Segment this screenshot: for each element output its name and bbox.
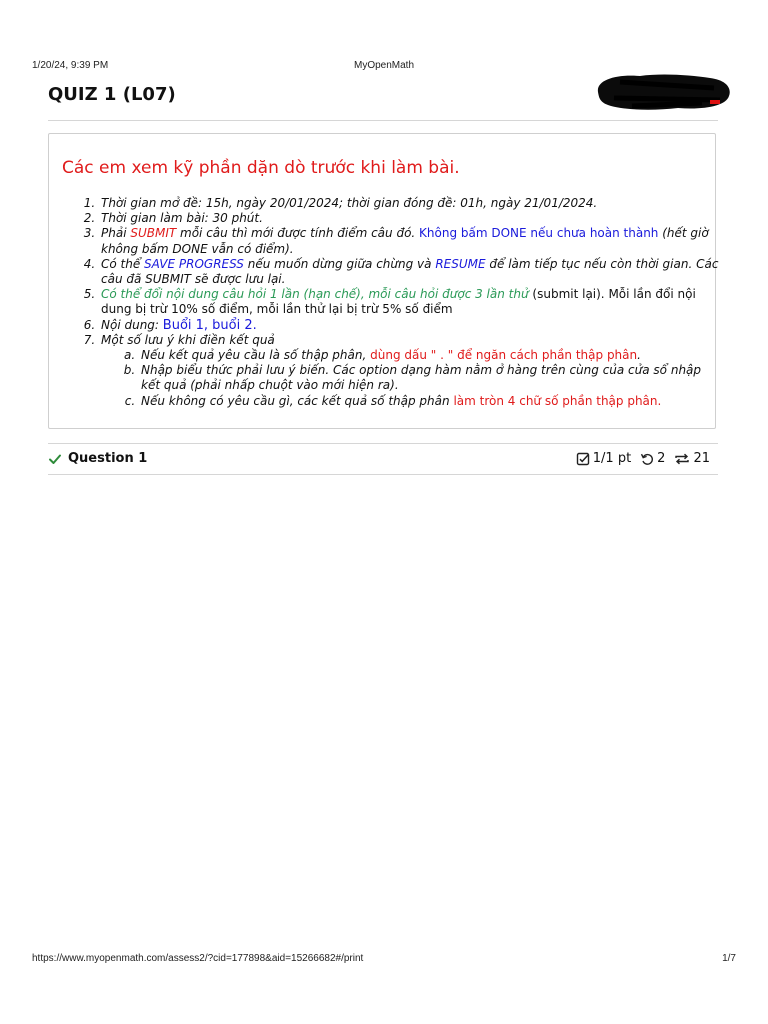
score-indicator (576, 451, 631, 466)
print-footer (0, 953, 768, 967)
retries-value: 2 (657, 451, 666, 466)
print-datetime: 1/20/24, 9:39 PM (32, 60, 109, 71)
regens-value: 21 (693, 451, 710, 466)
rule-item-5: 5. Có thể đổi nội dung câu hỏi 1 lần (hạn chế), mỗi câu hỏi được 3 lần thử (submit lại). Mỗi lần đổi nội dung bị trừ 10% số điểm, mỗi lần thử lại bị trừ 5% số điểm (99, 287, 723, 317)
rule-item-4: 4. Có thể SAVE PROGRESS nếu muốn dừng giữa chừng và RESUME để làm tiếp tục nếu còn thời gian. Các câu đã SUBMIT sẽ được lưu lại. (99, 257, 723, 287)
divider (48, 474, 718, 475)
instructions-list (81, 196, 723, 409)
question-stats (567, 451, 710, 466)
rule-item-3: 3. Phải SUBMIT mỗi câu thì mới được tính điểm câu đó. Không bấm DONE nếu chưa hoàn thành (hết giờ không bấm DONE vẫn có điểm). (99, 226, 723, 256)
question-row[interactable] (48, 444, 718, 474)
undo-icon (640, 452, 654, 466)
note-item-a: a. Nếu kết quả yêu cầu là số thập phân, dùng dấu " . " để ngăn cách phần thập phân. (139, 348, 723, 363)
note-item-c: c. Nếu không có yêu cầu gì, các kết quả số thập phân làm tròn 4 chữ số phần thập phân. (139, 394, 723, 409)
divider (48, 120, 718, 121)
question-label[interactable]: Question 1 (68, 451, 148, 466)
print-url: https://www.myopenmath.com/assess2/?cid=177898&aid=15266682#/print (32, 953, 364, 964)
checkbox-icon (576, 452, 590, 466)
rule-item-2: 2. Thời gian làm bài: 30 phút. (99, 211, 723, 226)
rule-item-6: 6. Nội dung: Buổi 1, buổi 2. (99, 318, 723, 333)
redaction-mark (592, 70, 732, 112)
instructions-panel (48, 133, 719, 429)
page-number: 1/7 (722, 953, 736, 964)
rule-item-7: 7. Một số lưu ý khi điền kết quả a. Nếu kết quả yêu cầu là số thập phân, dùng dấu " . " để ngăn cách phần thập phân. b. Nhập biểu thức phải lưu ý biến. Các option dạng hàm nằm ở hàng trên cùng của cửa sổ nhập kết quả (phải nhấp chuột vào mới hiện ra). c. Nếu không có yêu cầu gì, các kết quả số thập phân làm tròn 4 chữ số phần thập phân. (99, 333, 723, 409)
rule-item-1: 1. Thời gian mở đề: 15h, ngày 20/01/2024; thời gian đóng đề: 01h, ngày 21/01/2024. (99, 196, 723, 211)
instructions-heading: Các em xem kỹ phần dặn dò trước khi làm bài. (62, 158, 460, 178)
checkmark-icon (48, 452, 62, 466)
question-header[interactable] (48, 451, 147, 466)
retries-indicator (640, 451, 665, 466)
regenerate-icon (674, 452, 690, 466)
score-value: 1/1 pt (592, 451, 632, 466)
regens-indicator (674, 451, 710, 466)
print-site-title: MyOpenMath (353, 60, 415, 71)
quiz-title: QUIZ 1 (L07) (48, 84, 176, 105)
entry-notes-list (101, 348, 723, 409)
note-item-b: b. Nhập biểu thức phải lưu ý biến. Các option dạng hàm nằm ở hàng trên cùng của cửa sổ nhập kết quả (phải nhấp chuột vào mới hiện ra). (139, 363, 723, 393)
